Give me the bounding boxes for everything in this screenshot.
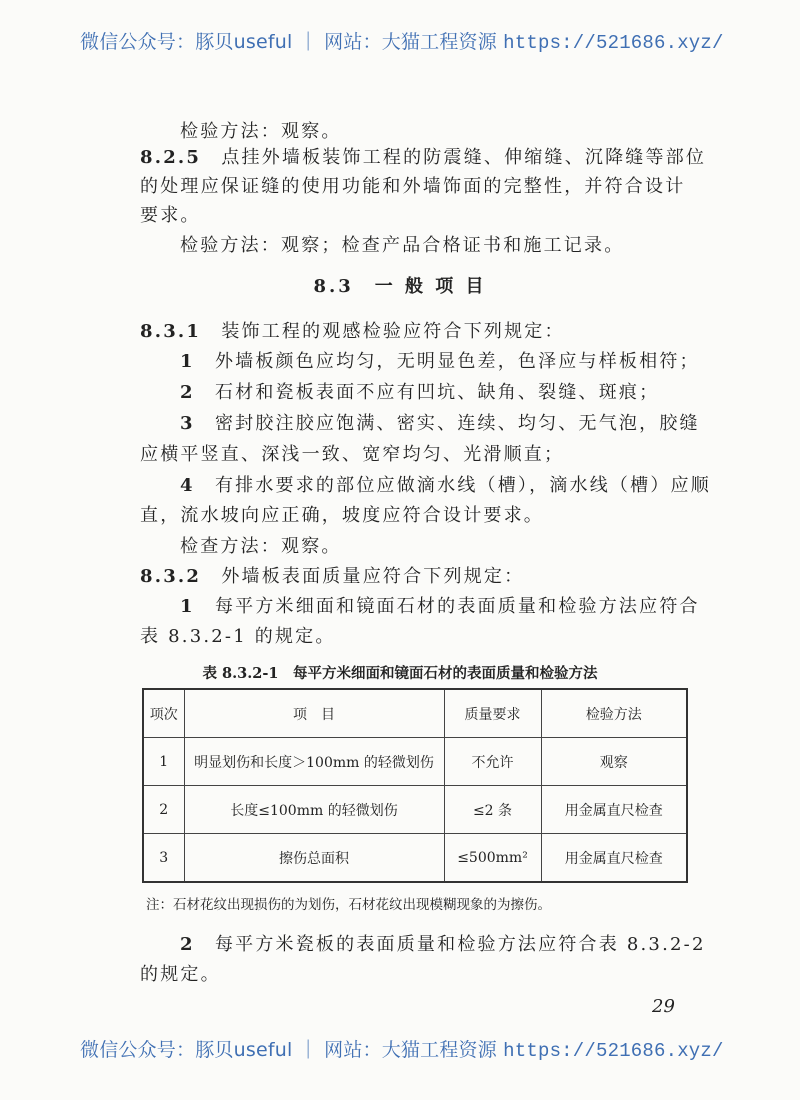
table-cell: 用金属直尺检查 xyxy=(541,834,687,883)
list-item xyxy=(180,592,700,618)
table-row xyxy=(143,738,687,786)
table-cell: 长度≤100mm 的轻微划伤 xyxy=(184,786,444,834)
clause-number: 8.3.2 xyxy=(140,566,202,587)
list-item xyxy=(180,471,711,497)
table-row xyxy=(143,786,687,834)
table-cell: ≤2 条 xyxy=(444,786,541,834)
table-cell: ≤500mm² xyxy=(444,834,541,883)
section-title: 8.3 一 般 项 目 xyxy=(313,276,487,297)
table-row xyxy=(143,834,687,883)
table-cell: 观察 xyxy=(541,738,687,786)
item-text: 每平方米细面和镜面石材的表面质量和检验方法应符合 xyxy=(214,596,700,617)
paragraph-line: 检查方法：观察。 xyxy=(180,536,342,557)
item-number: 2 xyxy=(180,934,195,955)
page-number: 29 xyxy=(652,996,675,1017)
paragraph-line: 检验方法：观察。 xyxy=(180,121,342,142)
table-cell: 1 xyxy=(143,738,184,786)
clause-8-2-5 xyxy=(140,143,706,169)
list-item xyxy=(180,409,700,435)
item-number: 1 xyxy=(180,596,195,617)
list-item xyxy=(180,930,706,956)
item-number: 3 xyxy=(180,413,195,434)
paragraph-line: 直，流水坡向应正确，坡度应符合设计要求。 xyxy=(140,505,544,526)
watermark-top xyxy=(80,27,724,54)
header-cell: 质量要求 xyxy=(444,689,541,738)
table-cell: 3 xyxy=(143,834,184,883)
watermark-text: 微信公众号：豚贝useful ｜ 网站：大猫工程资源 xyxy=(80,31,504,53)
clause-text: 外墙板表面质量应符合下列规定： xyxy=(221,566,525,587)
paragraph-line: 应横平竖直、深浅一致、宽窄均匀、光滑顺直； xyxy=(140,444,565,465)
table-header-row xyxy=(143,689,687,738)
watermark-url: https://521686.xyz/ xyxy=(503,1040,724,1062)
watermark-url: https://521686.xyz/ xyxy=(503,32,724,54)
item-text: 每平方米瓷板的表面质量和检验方法应符合表 8.3.2-2 xyxy=(214,934,706,955)
clause-number: 8.2.5 xyxy=(140,147,202,168)
watermark-bottom xyxy=(80,1035,724,1062)
header-cell: 项 目 xyxy=(184,689,444,738)
header-cell: 检验方法 xyxy=(541,689,687,738)
list-item xyxy=(180,378,659,404)
header-cell: 项次 xyxy=(143,689,184,738)
paragraph-line: 要求。 xyxy=(140,205,201,226)
clause-8-3-2 xyxy=(140,562,524,588)
clause-text: 点挂外墙板装饰工程的防震缝、伸缩缝、沉降缝等部位 xyxy=(221,147,707,168)
item-text: 有排水要求的部位应做滴水线（槽），滴水线（槽）应顺 xyxy=(214,475,711,496)
table-cell: 2 xyxy=(143,786,184,834)
paragraph-line: 的处理应保证缝的使用功能和外墙饰面的完整性，并符合设计 xyxy=(140,176,686,197)
paragraph-line: 的规定。 xyxy=(140,964,221,985)
paragraph-line: 表 8.3.2-1 的规定。 xyxy=(140,626,336,647)
watermark-text: 微信公众号：豚贝useful ｜ 网站：大猫工程资源 xyxy=(80,1039,504,1061)
item-text: 石材和瓷板表面不应有凹坑、缺角、裂缝、斑痕； xyxy=(214,382,660,403)
clause-8-3-1 xyxy=(140,317,565,343)
item-number: 4 xyxy=(180,475,195,496)
table-cell: 擦伤总面积 xyxy=(184,834,444,883)
item-text: 外墙板颜色应均匀，无明显色差，色泽应与样板相符； xyxy=(214,351,700,372)
paragraph-line: 检验方法：观察；检查产品合格证书和施工记录。 xyxy=(180,235,625,256)
surface-quality-table xyxy=(142,688,688,883)
item-number: 2 xyxy=(180,382,195,403)
item-text: 密封胶注胶应饱满、密实、连续、均匀、无气泡，胶缝 xyxy=(214,413,700,434)
item-number: 1 xyxy=(180,351,195,372)
clause-number: 8.3.1 xyxy=(140,321,202,342)
clause-text: 装饰工程的观感检验应符合下列规定： xyxy=(221,321,565,342)
list-item xyxy=(180,347,700,373)
table-note: 注：石材花纹出现损伤的为划伤，石材花纹出现模糊现象的为擦伤。 xyxy=(146,897,551,913)
table-cell: 不允许 xyxy=(444,738,541,786)
table-caption: 表 8.3.2-1 每平方米细面和镜面石材的表面质量和检验方法 xyxy=(202,665,598,682)
table-cell: 明显划伤和长度＞100mm 的轻微划伤 xyxy=(184,738,444,786)
table-cell: 用金属直尺检查 xyxy=(541,786,687,834)
